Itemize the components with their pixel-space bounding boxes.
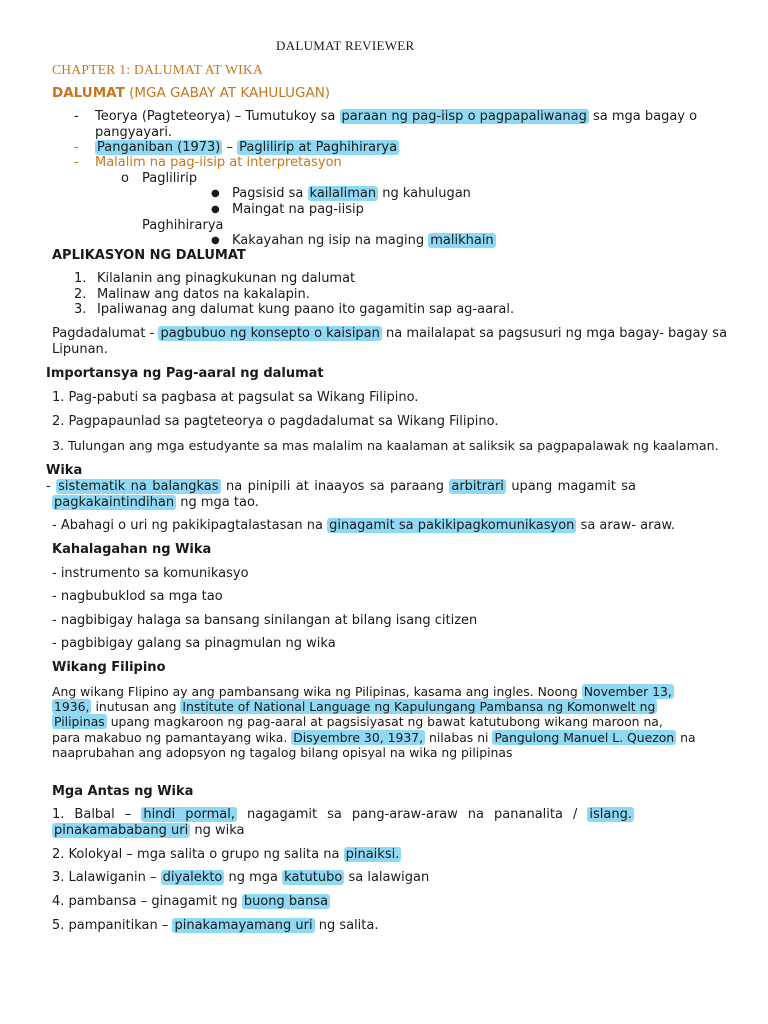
wika-line-1 — [46, 479, 636, 494]
highlight: diyalekto — [162, 870, 223, 885]
teorya-line — [95, 109, 697, 125]
filipino-line-5: naaprubahan ang adopsyon ng tagalog bilang opisyal na wika ng pilipinas — [52, 745, 513, 760]
text-span: – — [226, 140, 233, 155]
highlight: buong bansa — [243, 894, 329, 909]
list-item: Malinaw ang datos na kakalapin. — [97, 287, 310, 302]
bullet-dot-icon: ● — [211, 188, 220, 199]
list-item: - instrumento sa komunikasyo — [52, 566, 249, 581]
highlight: pagbubuo ng konsepto o kaisipan — [160, 326, 380, 341]
kakayahan-line — [232, 233, 496, 249]
wika-line-3 — [52, 518, 675, 534]
antas-pambansa — [52, 894, 330, 910]
text-span: upang magkaroon ng pag-aaral at pagsisiyasat ng bawat katutubong wikang maroon na, — [110, 714, 663, 729]
highlight: islang. — [589, 807, 632, 822]
text-span: sa lalawigan — [348, 870, 430, 885]
list-item: - pagbibigay galang sa pinagmulan ng wika — [52, 636, 336, 651]
wika-heading: Wika — [46, 463, 83, 478]
text-span: Pagdadalumat - — [52, 326, 155, 341]
text-span: 5. pampanitikan – — [52, 918, 169, 933]
antas-balbal-line-2 — [52, 823, 245, 839]
text-span: Pagsisid sa — [232, 186, 304, 201]
text-span: - Abahagi o uri ng pakikipagtalastasan na — [52, 518, 323, 533]
text-span: sa araw- araw. — [580, 518, 676, 533]
text-span: ng mga — [228, 870, 279, 885]
text-span: Teorya (Pagteteorya) – Tumutukoy sa — [95, 109, 336, 124]
text-span: - — [46, 479, 51, 494]
antas-lalawiganin — [52, 870, 429, 886]
list-item: 3. Tulungan ang mga estudyante sa mas malalim na kaalaman at saliksik sa pagpapalawak ng kaalaman. — [52, 438, 719, 453]
highlight: Paglilirip at Paghihirarya — [239, 140, 398, 155]
wika-line-2 — [52, 495, 259, 511]
list-item: - nagbibigay halaga sa bansang sinilangan at bilang isang citizen — [52, 613, 478, 628]
text-span: 2. Kolokyal – mga salita o grupo ng salita na — [52, 847, 340, 862]
teorya-line-2: pangyayari. — [95, 125, 173, 140]
list-item: 1. Pag-pabuti sa pagbasa at pagsulat sa Wikang Filipino. — [52, 390, 419, 405]
highlight: kailaliman — [309, 186, 377, 201]
text-span: na pinipili at inaayos sa paraang — [225, 479, 444, 494]
panganiban-line — [95, 140, 399, 156]
chapter-heading: CHAPTER 1: DALUMAT AT WIKA — [52, 62, 264, 77]
list-item: Ipaliwanag ang dalumat kung paano ito gagamitin sap ag-aaral. — [97, 302, 515, 317]
text-span: 4. pambansa – ginagamit ng — [52, 894, 238, 909]
dalumat-heading — [52, 85, 330, 101]
list-number: 1. — [74, 271, 87, 286]
text-span: ng wika — [194, 823, 245, 838]
text-span: Kakayahan ng isip na maging — [232, 233, 425, 248]
text-span: para makabuo ng pamantayang wika. — [52, 730, 288, 745]
maingat-line: Maingat na pag-iisip — [232, 202, 364, 217]
text-span: na — [680, 730, 696, 745]
filipino-line-2 — [52, 699, 657, 715]
filipino-line-3 — [52, 714, 663, 730]
highlight: hindi pormal, — [143, 807, 236, 822]
malalim-line: Malalim na pag-iisip at interpretasyon — [95, 155, 342, 170]
kahalagahan-heading: Kahalagahan ng Wika — [52, 542, 212, 557]
aplikasyon-heading: APLIKASYON NG DALUMAT — [52, 248, 246, 263]
list-number: 2. — [74, 287, 87, 302]
antas-balbal-line — [52, 807, 634, 822]
filipino-line-1 — [52, 684, 674, 700]
antas-kolokyal — [52, 847, 401, 863]
highlight: ginagamit sa pakikipagkomunikasyon — [329, 518, 575, 533]
antas-heading: Mga Antas ng Wika — [52, 784, 194, 799]
highlight: 1936, — [54, 699, 90, 714]
bullet-dot-icon: ● — [211, 204, 220, 215]
highlight: katutubo — [284, 870, 343, 885]
bullet-dash: - — [74, 109, 79, 124]
list-item: Kilalanin ang pinagkukunan ng dalumat — [97, 271, 356, 286]
pagdadalumat-line — [52, 326, 727, 342]
highlight: malikhain — [430, 233, 494, 248]
paghihirarya-label: Paghihirarya — [142, 218, 224, 233]
text-span: 1. Balbal – — [52, 807, 132, 822]
paglilirip-label: Paglilirip — [142, 171, 198, 186]
highlight: pinaiksi. — [345, 847, 400, 862]
bullet-o: o — [121, 171, 129, 186]
dalumat-heading-main: DALUMAT — [52, 85, 125, 101]
text-span: nilabas ni — [429, 730, 489, 745]
highlight: arbitrari — [451, 479, 504, 494]
highlight: November 13, — [583, 684, 672, 699]
text-span: 3. Lalawiganin – — [52, 870, 157, 885]
filipino-heading: Wikang Filipino — [52, 660, 166, 675]
text-span: inutusan ang — [95, 699, 177, 714]
highlight: sistematik na balangkas — [58, 479, 219, 494]
importansya-heading: Importansya ng Pag-aaral ng dalumat — [46, 366, 324, 381]
text-span: ng salita. — [318, 918, 379, 933]
text-span: upang magamit sa — [511, 479, 637, 494]
list-item: - nagbubuklod sa mga tao — [52, 589, 223, 604]
highlight: Pangulong Manuel L. Quezon — [494, 730, 675, 745]
pagdadalumat-line-2: Lipunan. — [52, 342, 108, 357]
highlight: Pilipinas — [54, 714, 105, 729]
highlight: Panganiban (1973) — [97, 140, 221, 155]
antas-pampanitikan — [52, 918, 379, 934]
document-title: DALUMAT REVIEWER — [276, 38, 415, 53]
highlight: paraan ng pag-iisp o pagpapaliwanag — [341, 109, 587, 124]
text-span: na mailalapat sa pagsusuri ng mga bagay- bagay sa — [386, 326, 728, 341]
highlight: Institute of National Language ng Kapulungang Pambansa ng Komonwelt ng — [182, 699, 656, 714]
highlight: Disyembre 30, 1937, — [293, 730, 424, 745]
text-span: ng kahulugan — [382, 186, 471, 201]
bullet-dot-icon: ● — [211, 235, 220, 246]
list-number: 3. — [74, 302, 87, 317]
text-span: nagagamit sa pang-araw-araw na pananalita / — [247, 807, 578, 822]
list-item: 2. Pagpapaunlad sa pagteteorya o pagdadalumat sa Wikang Filipino. — [52, 414, 499, 429]
text-span: ng mga tao. — [180, 495, 259, 510]
highlight: pinakamababang uri — [54, 823, 189, 838]
highlight: pagkakaintindihan — [54, 495, 175, 510]
pagsisid-line — [232, 186, 471, 202]
filipino-line-4 — [52, 730, 696, 746]
bullet-dash: - — [74, 155, 79, 170]
highlight: pinakamayamang uri — [174, 918, 313, 933]
dalumat-heading-sub: (MGA GABAY AT KAHULUGAN) — [124, 85, 331, 101]
text-span: sa mga bagay o — [592, 109, 698, 124]
text-span: Ang wikang Flipino ay ang pambansang wika ng Pilipinas, kasama ang ingles. Noong — [52, 684, 578, 699]
bullet-dash: - — [74, 140, 79, 155]
